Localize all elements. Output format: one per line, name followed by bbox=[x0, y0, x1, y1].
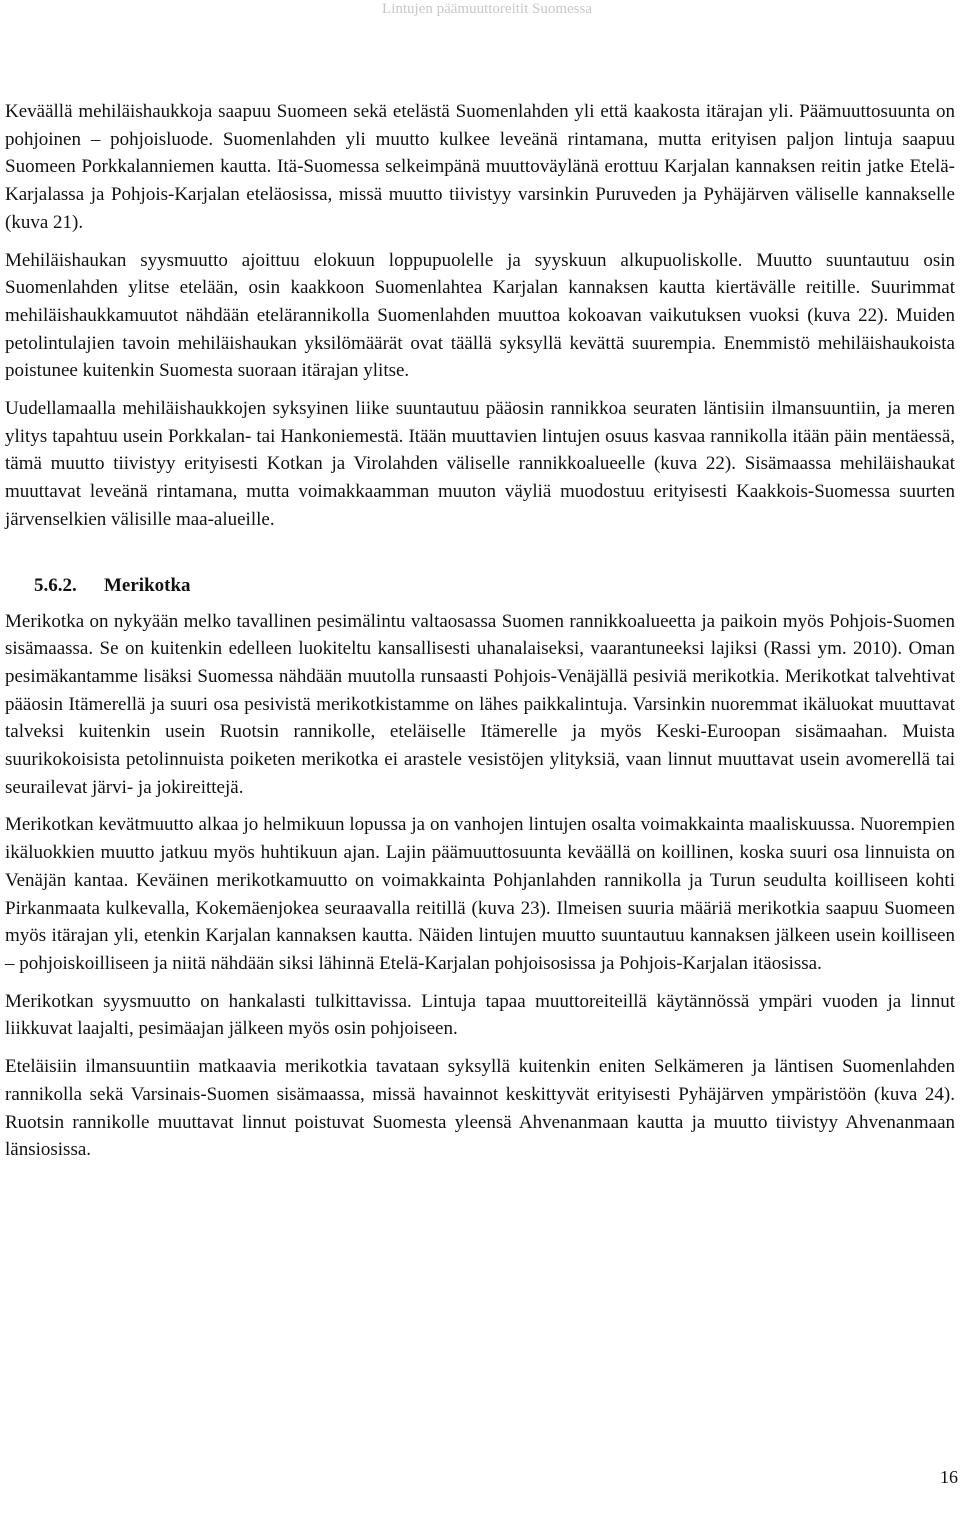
page-body bbox=[5, 98, 955, 1164]
section-heading bbox=[5, 574, 955, 598]
page-number: 16 bbox=[940, 1467, 958, 1487]
paragraph: Keväällä mehiläishaukkoja saapuu Suomeen sekä etelästä Suomenlahden yli että kaakosta itärajan yli. Päämuuttosuunta on pohjoinen – pohjoisluode. Suomenlahden yli muutto kulkee leveänä rintamana, mutta erityisen paljon lintuja saapuu Suomeen Porkkalanniemen kautta. Itä-Suomessa selkeimpänä muuttoväylänä erottuu Karjalan kannaksen reitin jatke Etelä-Karjalassa ja Pohjois-Karjalan eteläosissa, missä muutto tiivistyy varsinkin Puruveden ja Pyhäjärven väliselle kannakselle (kuva 21). bbox=[5, 101, 955, 233]
section-title: Merikotka bbox=[104, 574, 191, 596]
paragraph: Merikotkan syysmuutto on hankalasti tulkittavissa. Lintuja tapaa muuttoreiteillä käytännössä ympäri vuoden ja linnut liikkuvat laajalti, pesimäajan jälkeen myös osin pohjoiseen. bbox=[5, 990, 955, 1040]
paragraph: Eteläisiin ilmansuuntiin matkaavia merikotkia tavataan syksyllä kuitenkin eniten Selkämeren ja läntisen Suomenlahden rannikolla sekä Varsinais-Suomen sisämaassa, missä havainnot keskittyvät erityisesti Pyhäjärven ympäristöön (kuva 24). Ruotsin rannikolle muuttavat linnut poistuvat Suomesta yleensä Ahvenanmaan kautta ja muutto tiivistyy Ahvenanmaan länsiosissa. bbox=[5, 1056, 955, 1161]
paragraph: Mehiläishaukan syysmuutto ajoittuu elokuun loppupuolelle ja syyskuun alkupuoliskolle. Muutto suuntautuu osin Suomenlahden ylitse etelään, osin kaakkoon Suomenlahtea Karjalan kannaksen kautta kiertävälle reitille. Suurimmat mehiläishaukkamuutot nähdään etelärannikolla Suomenlahden muuttoa kokoavan vaikutuksen vuoksi (kuva 22). Muiden petolintulajien tavoin mehiläishaukan yksilömäärät ovat täällä syksyllä kevättä suurempia. Enemmistö mehiläishaukoista poistunee kuitenkin Suomesta suoraan itärajan ylitse. bbox=[5, 249, 955, 382]
paragraph: Merikotka on nykyään melko tavallinen pesimälintu valtaosassa Suomen rannikkoalueetta ja paikoin myös Pohjois-Suomen sisämaassa. Se on kuitenkin edelleen luokiteltu kansallisesti uhanalaiseksi, vaarantuneeksi lajiksi (Rassi ym. 2010). Oman pesimäkantamme lisäksi Suomessa nähdään muutolla runsaasti Pohjois-Venäjällä pesiviä merikotkia. Merikotkat talvehtivat pääosin Itämerellä ja suuri osa pesivistä merikotkistamme on lähes paikkalintuja. Varsinkin nuoremmat ikäluokat muuttavat talveksi kuitenkin usein Ruotsin rannikolle, eteläiselle Itämerelle ja myös Keski-Euroopan sisämaahan. Muista suurikokoisista petolinnuista poiketen merikotka ei arastele vesistöjen ylityksiä, vaan linnut muuttavat usein avomerellä tai seurailevat järvi- ja jokireittejä. bbox=[5, 610, 955, 798]
paragraph: Uudellamaalla mehiläishaukkojen syksyinen liike suuntautuu pääosin rannikkoa seuraten läntisiin ilmansuuntiin, ja meren ylitys tapahtuu usein Porkkalan- tai Hankoniemestä. Itään muuttavien lintujen osuus kasvaa rannikolla itään päin mentäessä, tämä muutto tiivistyy erityisesti Kotkan ja Virolahden väliselle rannikkoalueelle (kuva 22). Sisämaassa mehiläishaukat muuttavat leveänä rintamana, mutta voimakkaamman muuton väyliä muodostuu erityisesti Kaakkois-Suomessa suurten järvenselkien välisille maa-alueille. bbox=[5, 398, 955, 530]
running-header: Lintujen päämuuttoreitit Suomessa bbox=[382, 1, 592, 17]
section-number: 5.6.2. bbox=[34, 574, 77, 596]
paragraph: Merikotkan kevätmuutto alkaa jo helmikuun lopussa ja on vanhojen lintujen osalta voimakkainta maaliskuussa. Nuorempien ikäluokkien muutto jatkuu myös huhtikuun ajan. Lajin päämuuttosuunta keväällä on koillinen, koska suuri osa linnuista on Venäjän kantaa. Keväinen merikotkamuutto on voimakkainta Pohjanlahden rannikolla ja Turun seudulta koilliseen kohti Pirkanmaata kulkevalla, Kokemäenjokea seuraavalla reitillä (kuva 23). Ilmeisen suuria määriä merikotkia saapuu Suomeen myös itärajan yli, etenkin Karjalan kannaksen kautta. Näiden lintujen muutto suuntautuu kannaksen jälkeen usein koilliseen – pohjoiskoilliseen ja niitä nähdään siksi lähinnä Etelä-Karjalan pohjoisosissa ja Pohjois-Karjalan itäosissa. bbox=[5, 814, 955, 974]
